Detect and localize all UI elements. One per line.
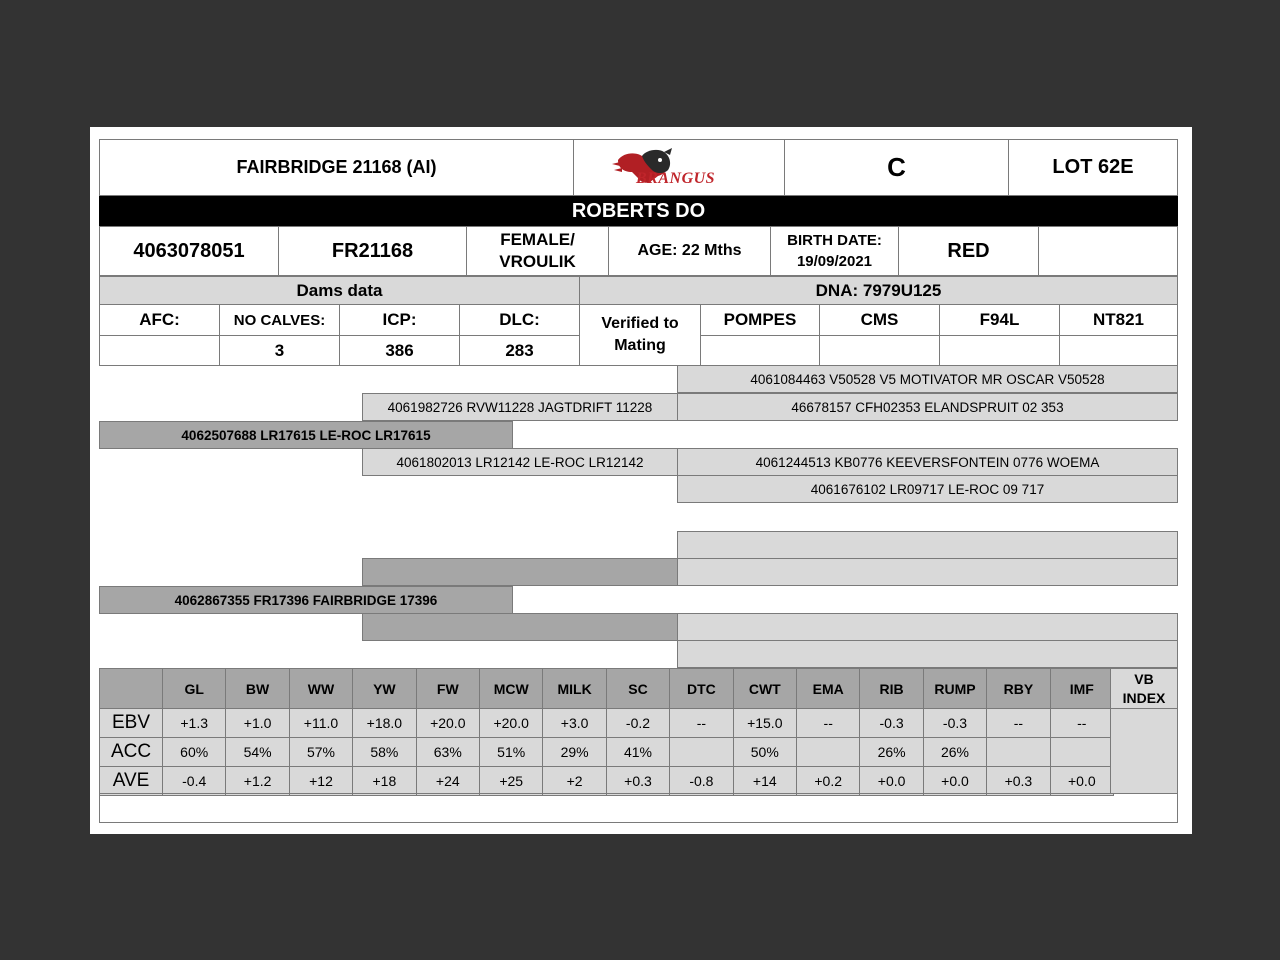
vb-index-header: VB INDEX [1110, 668, 1178, 709]
ebv-row-label-acc: ACC [99, 737, 163, 767]
ebv-cell-ave-cwt: +14 [733, 766, 797, 796]
brangus-logo [573, 139, 785, 196]
ident-number: FR21168 [278, 226, 467, 276]
icp-value: 386 [339, 335, 460, 366]
ebv-cell-ave-rump: +0.0 [923, 766, 987, 796]
ebv-col-rump: RUMP [923, 668, 987, 709]
pedigree-dam-dam-dam [677, 640, 1178, 668]
ebv-cell-ebv-milk: +3.0 [542, 708, 606, 738]
ebv-cell-ave-yw: +18 [352, 766, 416, 796]
pedigree-sire: 4062507688 LR17615 LE-ROC LR17615 [99, 421, 513, 449]
ebv-cell-ebv-rump: -0.3 [923, 708, 987, 738]
pedigree-sire-dam-dam: 4061676102 LR09717 LE-ROC 09 717 [677, 475, 1178, 503]
ebv-cell-ave-mcw: +25 [479, 766, 543, 796]
dlc-value: 283 [459, 335, 580, 366]
ebv-row-label-ebv: EBV [99, 708, 163, 738]
grade-label: C [784, 139, 1009, 196]
ebv-col-sc: SC [606, 668, 670, 709]
no-calves-value: 3 [219, 335, 340, 366]
pedigree-sire-sire: 4061982726 RVW11228 JAGTDRIFT 11228 [362, 393, 678, 421]
info-extra-cell [1038, 226, 1178, 276]
ebv-cell-ebv-dtc: -- [669, 708, 733, 738]
ebv-row-label-ave: AVE [99, 766, 163, 796]
ebv-cell-ave-ema: +0.2 [796, 766, 860, 796]
ebv-cell-ebv-yw: +18.0 [352, 708, 416, 738]
ebv-cell-ebv-bw: +1.0 [225, 708, 289, 738]
ebv-cell-acc-imf [1050, 737, 1114, 767]
ebv-cell-acc-dtc [669, 737, 733, 767]
ebv-cell-acc-cwt: 50% [733, 737, 797, 767]
no-calves-label: NO CALVES: [219, 304, 340, 336]
ebv-cell-ebv-fw: +20.0 [416, 708, 480, 738]
ebv-cell-acc-bw: 54% [225, 737, 289, 767]
pedigree-sire-sire-sire: 4061084463 V50528 V5 MOTIVATOR MR OSCAR V50528 [677, 365, 1178, 393]
dna-result-nt821 [1059, 335, 1178, 366]
owner-bar [99, 196, 1178, 226]
pedigree-dam: 4062867355 FR17396 FAIRBRIDGE 17396 [99, 586, 513, 614]
ebv-cell-acc-gl: 60% [162, 737, 226, 767]
ebv-col-bw: BW [225, 668, 289, 709]
ebv-col-yw: YW [352, 668, 416, 709]
ebv-cell-acc-sc: 41% [606, 737, 670, 767]
animal-name: FAIRBRIDGE 21168 (AI) [99, 139, 574, 196]
pedigree-sire-sire-dam: 46678157 CFH02353 ELANDSPRUIT 02 353 [677, 393, 1178, 421]
ebv-col-imf: IMF [1050, 668, 1114, 709]
dna-test-f94l: F94L [939, 304, 1060, 336]
ebv-corner-cell [99, 668, 163, 709]
birth-date: BIRTH DATE: 19/09/2021 [770, 226, 899, 276]
ebv-cell-acc-ww: 57% [289, 737, 353, 767]
pedigree-dam-sire [362, 558, 678, 586]
pedigree-dam-dam-sire [677, 613, 1178, 641]
afc-value [99, 335, 220, 366]
afc-label: AFC: [99, 304, 220, 336]
ebv-cell-acc-milk: 29% [542, 737, 606, 767]
ebv-cell-ave-fw: +24 [416, 766, 480, 796]
ebv-cell-ave-rby: +0.3 [986, 766, 1050, 796]
ebv-col-fw: FW [416, 668, 480, 709]
ebv-cell-acc-rby [986, 737, 1050, 767]
animal-card [90, 127, 1192, 834]
brangus-logo-text: BRANGUS [636, 170, 716, 187]
pedigree-sire-dam-sire: 4061244513 KB0776 KEEVERSFONTEIN 0776 WOEMA [677, 448, 1178, 476]
ebv-col-rby: RBY [986, 668, 1050, 709]
ebv-cell-ebv-gl: +1.3 [162, 708, 226, 738]
ebv-cell-ebv-rby: -- [986, 708, 1050, 738]
ebv-cell-ebv-ema: -- [796, 708, 860, 738]
registration-number: 4063078051 [99, 226, 279, 276]
lot-number: LOT 62E [1008, 139, 1178, 196]
ebv-col-gl: GL [162, 668, 226, 709]
ebv-col-ema: EMA [796, 668, 860, 709]
ebv-cell-ebv-cwt: +15.0 [733, 708, 797, 738]
ebv-cell-ave-ww: +12 [289, 766, 353, 796]
ebv-cell-acc-yw: 58% [352, 737, 416, 767]
ebv-cell-ave-dtc: -0.8 [669, 766, 733, 796]
dna-test-cms: CMS [819, 304, 940, 336]
ebv-cell-ave-bw: +1.2 [225, 766, 289, 796]
footer-note [99, 793, 1178, 823]
ebv-cell-ebv-imf: -- [1050, 708, 1114, 738]
ebv-col-ww: WW [289, 668, 353, 709]
ebv-cell-acc-fw: 63% [416, 737, 480, 767]
pedigree-dam-dam [362, 613, 678, 641]
dna-test-nt821: NT821 [1059, 304, 1178, 336]
pedigree-dam-sire-dam [677, 558, 1178, 586]
dna-test-pompes: POMPES [700, 304, 820, 336]
ebv-col-mcw: MCW [479, 668, 543, 709]
ebv-cell-ebv-ww: +11.0 [289, 708, 353, 738]
age-label: AGE: 22 Mths [608, 226, 771, 276]
dlc-label: DLC: [459, 304, 580, 336]
ebv-col-cwt: CWT [733, 668, 797, 709]
verified-to-mating: Verified to Mating [579, 304, 701, 366]
icp-label: ICP: [339, 304, 460, 336]
sex-label: FEMALE/ VROULIK [466, 226, 609, 276]
dams-data-header: Dams data [99, 276, 580, 305]
ebv-col-dtc: DTC [669, 668, 733, 709]
ebv-cell-acc-rump: 26% [923, 737, 987, 767]
ebv-cell-ave-sc: +0.3 [606, 766, 670, 796]
dna-result-pompes [700, 335, 820, 366]
ebv-col-rib: RIB [859, 668, 923, 709]
ebv-col-milk: MILK [542, 668, 606, 709]
ebv-cell-ave-milk: +2 [542, 766, 606, 796]
dna-result-f94l [939, 335, 1060, 366]
owner-name: ROBERTS DO [571, 199, 706, 222]
pedigree-dam-sire-sire [677, 531, 1178, 559]
ebv-cell-ave-imf: +0.0 [1050, 766, 1114, 796]
colour-label: RED [898, 226, 1039, 276]
ebv-cell-acc-ema [796, 737, 860, 767]
dna-result-cms [819, 335, 940, 366]
dna-header: DNA: 7979U125 [579, 276, 1178, 305]
ebv-cell-acc-rib: 26% [859, 737, 923, 767]
ebv-cell-ave-gl: -0.4 [162, 766, 226, 796]
ebv-cell-ebv-rib: -0.3 [859, 708, 923, 738]
ebv-cell-ebv-sc: -0.2 [606, 708, 670, 738]
ebv-cell-acc-mcw: 51% [479, 737, 543, 767]
pedigree-sire-dam: 4061802013 LR12142 LE-ROC LR12142 [362, 448, 678, 476]
ebv-cell-ave-rib: +0.0 [859, 766, 923, 796]
ebv-cell-ebv-mcw: +20.0 [479, 708, 543, 738]
vb-index-value [1110, 708, 1178, 794]
